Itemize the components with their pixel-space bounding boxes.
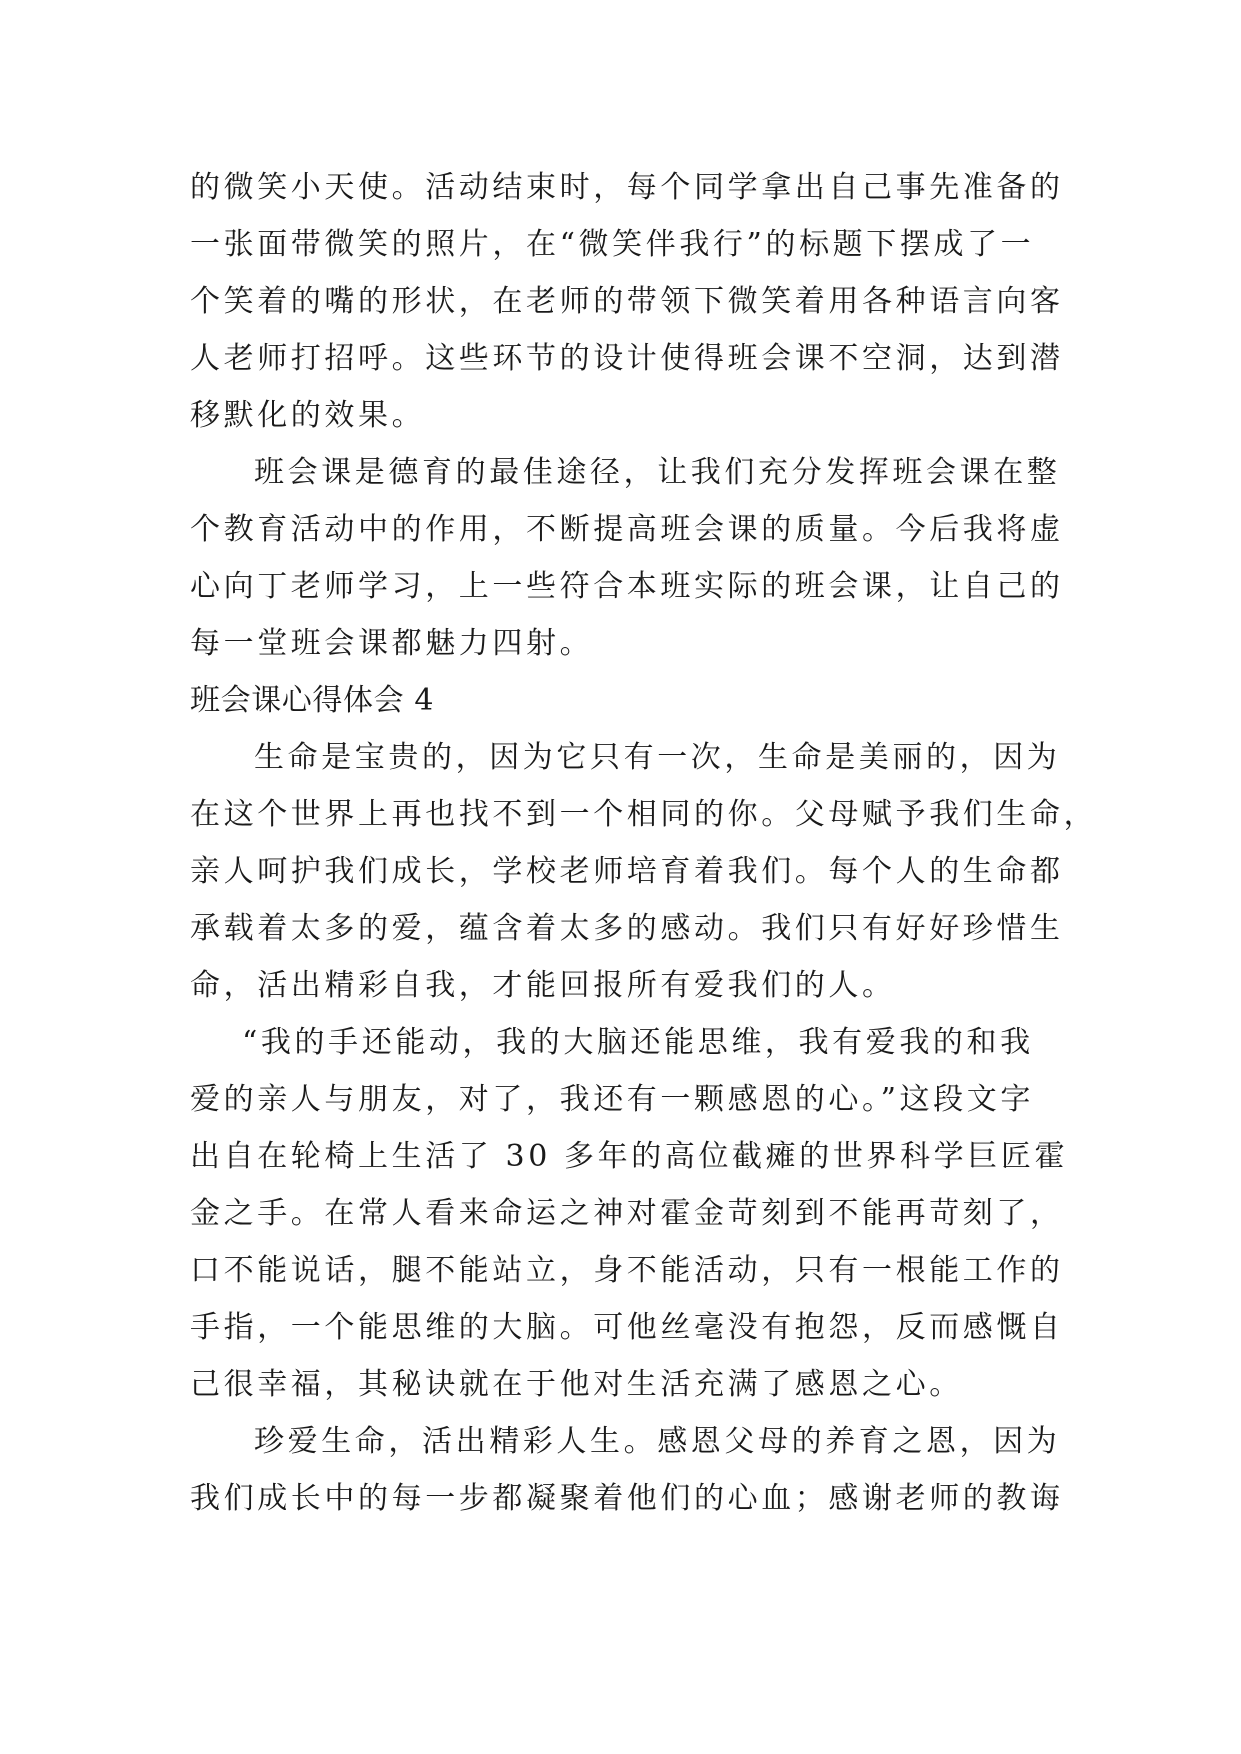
text-line: 生命是宝贵的，因为它只有一次，生命是美丽的，因为: [254, 740, 1061, 775]
text-line: 金之手。在常人看来命运之神对霍金苛刻到不能再苛刻了，: [190, 1196, 1064, 1231]
text-line: 一张面带微笑的照片，在“微笑伴我行”的标题下摆成了一: [190, 227, 1035, 262]
text-line: 我们成长中的每一步都凝聚着他们的心血；感谢老师的教诲: [190, 1481, 1064, 1516]
text-line: 个笑着的嘴的形状，在老师的带领下微笑着用各种语言向客: [190, 284, 1064, 319]
text-line: 班会课是德育的最佳途径，让我们充分发挥班会课在整: [254, 455, 1061, 490]
text-line: 出自在轮椅上生活了 30 多年的高位截瘫的世界科学巨匠霍: [190, 1139, 1069, 1174]
text-line: 命，活出精彩自我，才能回报所有爱我们的人。: [190, 968, 896, 1003]
text-line: 人老师打招呼。这些环节的设计使得班会课不空洞，达到潜: [190, 341, 1064, 376]
text-line: 亲人呵护我们成长，学校老师培育着我们。每个人的生命都: [190, 854, 1064, 889]
text-line: 珍爱生命，活出精彩人生。感恩父母的养育之恩，因为: [254, 1424, 1061, 1459]
text-line: 手指，一个能思维的大脑。可他丝毫没有抱怨，反而感慨自: [190, 1310, 1064, 1345]
text-line: 爱的亲人与朋友，对了，我还有一颗感恩的心。”这段文字: [190, 1082, 1034, 1117]
text-line: 移默化的效果。: [190, 398, 426, 433]
text-line: “我的手还能动，我的大脑还能思维，我有爱我的和我: [242, 1025, 1034, 1060]
text-line: 承载着太多的爱，蕴含着太多的感动。我们只有好好珍惜生: [190, 911, 1064, 946]
text-line: 每一堂班会课都魅力四射。: [190, 626, 594, 661]
text-line: 个教育活动中的作用，不断提高班会课的质量。今后我将虚: [190, 512, 1064, 547]
document-body: [190, 159, 1098, 1527]
section-heading: 班会课心得体会 4: [190, 683, 435, 718]
text-line: 己很幸福，其秘诀就在于他对生活充满了感恩之心。: [190, 1367, 963, 1402]
text-line: 的微笑小天使。活动结束时，每个同学拿出自己事先准备的: [190, 170, 1064, 205]
text-line: 在这个世界上再也找不到一个相同的你。父母赋予我们生命，: [190, 797, 1098, 832]
text-line: 口不能说话，腿不能站立，身不能活动，只有一根能工作的: [190, 1253, 1064, 1288]
text-line: 心向丁老师学习，上一些符合本班实际的班会课，让自己的: [190, 569, 1064, 604]
